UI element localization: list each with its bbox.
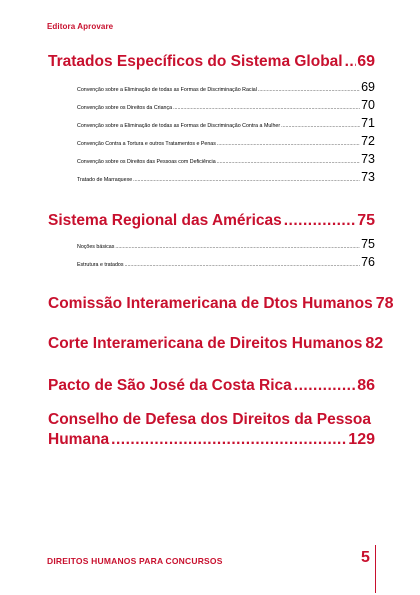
toc-section-label: Corte Interamericana de Direitos Humanos	[48, 335, 363, 352]
dot-leader	[125, 262, 361, 268]
toc-section-label: Tratados Específicos do Sistema Global	[48, 53, 343, 70]
toc-section-pact[interactable]	[48, 376, 375, 396]
toc-page-number: 75	[361, 237, 375, 251]
toc-section-label: Comissão Interamericana de Dtos Humanos	[48, 295, 373, 312]
toc-subitem[interactable]	[77, 134, 375, 152]
publisher-name: Editora Aprovare	[47, 22, 114, 31]
toc-section-regional-system	[48, 211, 375, 273]
toc-section-title[interactable]	[48, 211, 375, 231]
footer-divider	[375, 545, 376, 593]
toc-section-commission[interactable]	[48, 294, 394, 314]
toc-page-number: 69	[357, 53, 375, 70]
dot-leader	[173, 105, 360, 111]
toc-subitem[interactable]	[77, 98, 375, 116]
toc-page-number: 86	[357, 377, 375, 394]
toc-page-number: 73	[361, 152, 375, 166]
toc-page-number: 73	[361, 170, 375, 184]
dot-leader	[258, 87, 360, 93]
toc-page-number: 129	[348, 431, 375, 448]
toc-page-number: 75	[357, 212, 375, 229]
footer-page-number: 5	[361, 549, 370, 566]
toc-subitem-label: Convenção sobre a Eliminação de todas as Formas de Discriminação Contra a Mulher	[77, 123, 281, 129]
toc-page-number: 70	[361, 98, 375, 112]
dot-leader	[284, 211, 356, 231]
toc-page-number: 72	[361, 134, 375, 148]
toc-page-number: 69	[361, 80, 375, 94]
toc-section-label: Pacto de São José da Costa Rica	[48, 377, 292, 394]
table-of-contents	[48, 52, 394, 450]
toc-section-label: Sistema Regional das Américas	[48, 212, 282, 229]
running-footer-title: DIREITOS HUMANOS PARA CONCURSOS	[47, 556, 223, 566]
toc-section-court[interactable]	[48, 334, 384, 354]
toc-subitem[interactable]	[77, 80, 375, 98]
dot-leader	[281, 123, 360, 129]
toc-section-title[interactable]	[48, 52, 375, 72]
toc-subitem-label: Convenção sobre a Eliminação de todas as Formas de Discriminação Racial	[77, 87, 257, 93]
toc-subitem-label: Convenção sobre os Direitos das Pessoas com Deficiência	[77, 159, 216, 165]
dot-leader	[115, 244, 360, 250]
toc-subitem-label: Estrutura e tratados	[77, 262, 124, 268]
toc-subitem[interactable]	[77, 237, 375, 255]
toc-section-label: Conselho de Defesa dos Direitos da Pessoa	[48, 411, 372, 428]
toc-subitem-label: Tratado de Marraquexe	[77, 177, 133, 183]
toc-section-council[interactable]	[48, 409, 375, 450]
toc-subitem[interactable]	[77, 116, 375, 134]
dot-leader	[345, 52, 357, 72]
toc-subitem[interactable]	[77, 255, 375, 273]
dot-leader	[217, 141, 360, 147]
dot-leader	[111, 430, 347, 450]
toc-subitem-label: Noções básicas	[77, 244, 115, 250]
toc-subitem[interactable]	[77, 152, 375, 170]
dot-leader	[217, 159, 360, 165]
dot-leader	[133, 177, 360, 183]
toc-subitem[interactable]	[77, 170, 375, 188]
toc-subitem-label: Convenção Contra a Tortura e outros Tratamentos e Penas	[77, 141, 216, 147]
toc-section-global-treaties	[48, 52, 375, 188]
dot-leader	[294, 376, 356, 396]
toc-page-number: 78	[375, 295, 394, 312]
toc-section-label: Humana	[48, 431, 110, 448]
toc-subitem-label: Convenção sobre os Direitos da Criança	[77, 105, 173, 111]
toc-page-number: 71	[361, 116, 375, 130]
toc-page-number: 76	[361, 255, 375, 269]
toc-section-title-line2	[48, 430, 375, 450]
toc-page-number: 82	[365, 335, 384, 352]
